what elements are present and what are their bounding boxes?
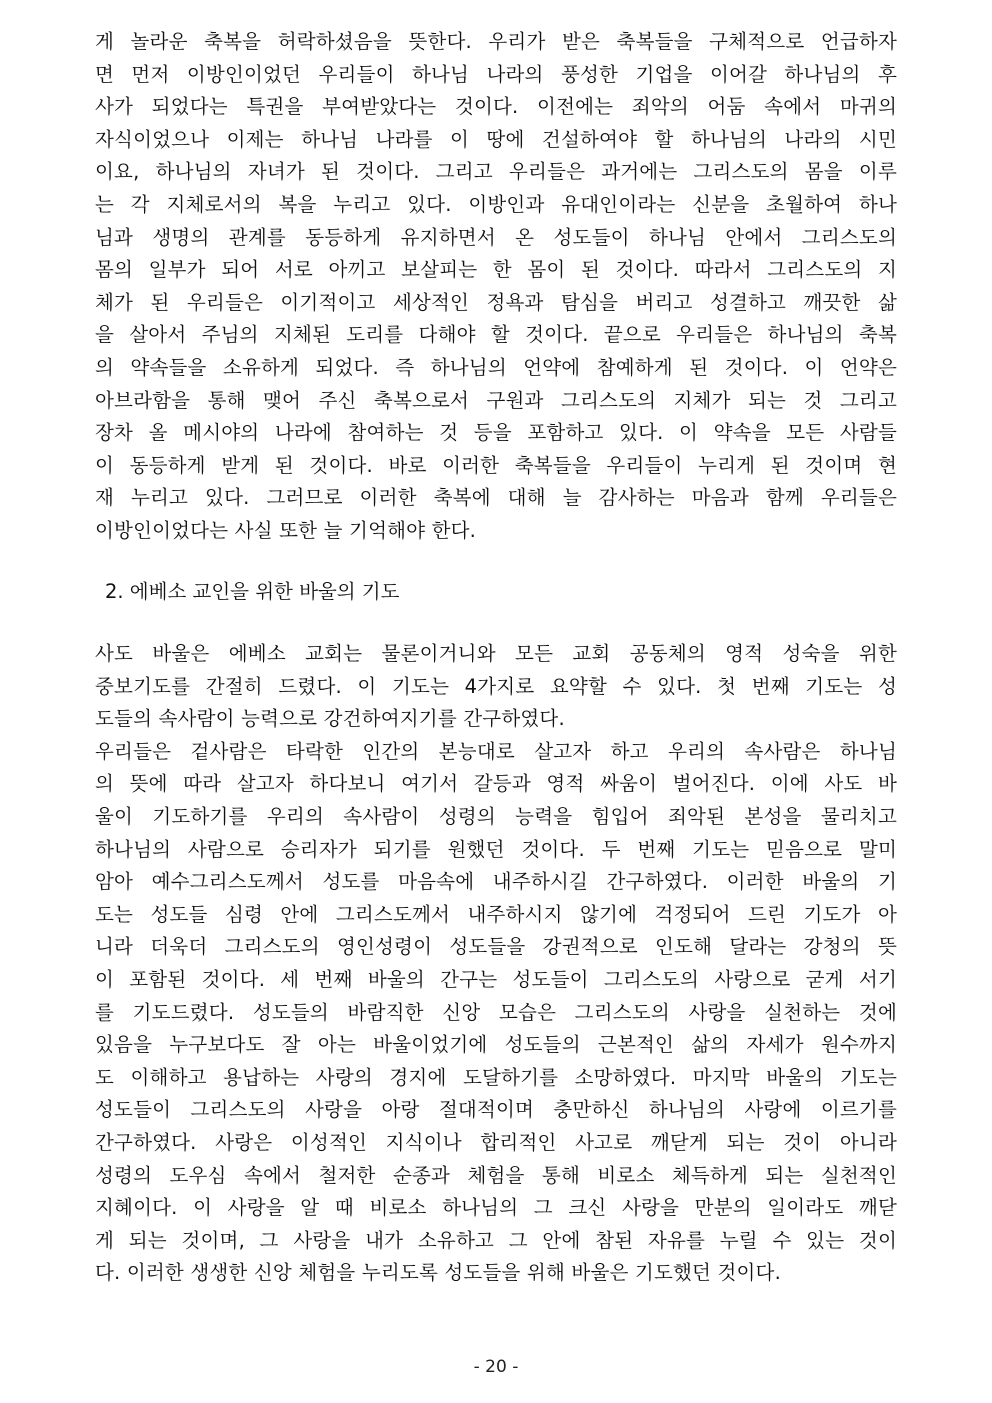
text-line: 는 각 지체로서의 복을 누리고 있다. 이방인과 유대인이라는 신분을 초월하여 하나 (95, 192, 897, 216)
text-line: 도들의 속사람이 능력으로 강건하여지기를 간구하였다. (95, 707, 565, 731)
text-line: 이 동등하게 받게 된 것이다. 바로 이러한 축복들을 우리들이 누리게 된 것이며 현 (95, 453, 897, 477)
text-line: 재 누리고 있다. 그러므로 이러한 축복에 대해 늘 감사하는 마음과 함께 우리들은 (95, 486, 897, 510)
text-line: 있음을 누구보다도 잘 아는 바울이었기에 성도들의 근본적인 삶의 자세가 원수까지 (95, 1033, 897, 1057)
paragraph-blessings (95, 26, 897, 548)
text-line: 울이 기도하기를 우리의 속사람이 성령의 능력을 힘입어 죄악된 본성을 물리치고 (95, 805, 897, 829)
text-line: 지혜이다. 이 사랑을 알 때 비로소 하나님의 그 크신 사랑을 만분의 일이라도 깨닫 (95, 1196, 897, 1220)
text-line: 을 살아서 주님의 지체된 도리를 다해야 할 것이다. 끝으로 우리들은 하나님의 축복 (95, 323, 897, 347)
text-line: 이방인이었다는 사실 또한 늘 기억해야 한다. (95, 518, 477, 542)
text-line: 이요, 하나님의 자녀가 된 것이다. 그리고 우리들은 과거에는 그리스도의 몸을 이루 (95, 160, 897, 184)
text-line: 성도들이 그리스도의 사랑을 아랑 절대적이며 충만하신 하나님의 사랑에 이르기를 (95, 1098, 897, 1122)
paragraph-prayer-intro (95, 638, 897, 736)
text-line: 의 뜻에 따라 살고자 하다보니 여기서 갈등과 영적 싸움이 벌어진다. 이에 사도 바 (95, 772, 897, 796)
text-line: 를 기도드렸다. 성도들의 바람직한 신앙 모습은 그리스도의 사랑을 실천하는 것에 (95, 1000, 897, 1024)
text-line: 다. 이러한 생생한 신앙 체험을 누리도록 성도들을 위해 바울은 기도했던 것이다. (95, 1261, 781, 1285)
text-line: 간구하였다. 사랑은 이성적인 지식이나 합리적인 사고로 깨닫게 되는 것이 아니라 (95, 1131, 897, 1154)
text-line: 사도 바울은 에베소 교회는 물론이거니와 모든 교회 공동체의 영적 성숙을 위한 (95, 642, 897, 666)
text-line: 님과 생명의 관계를 동등하게 유지하면서 온 성도들이 하나님 안에서 그리스도의 (95, 225, 897, 249)
text-line: 게 놀라운 축복을 허락하셨음을 뜻한다. 우리가 받은 축복들을 구체적으로 언급하자 (95, 30, 897, 53)
text-line: 도 이해하고 용납하는 사랑의 경지에 도달하기를 소망하였다. 마지막 바울의 기도는 (95, 1065, 897, 1089)
text-line: 몸의 일부가 되어 서로 아끼고 보살피는 한 몸이 된 것이다. 따라서 그리스도의 지 (95, 258, 897, 282)
section-heading: 2. 에베소 교인을 위한 바울의 기도 (105, 579, 400, 603)
paragraph-prayer-details (95, 736, 897, 1290)
page-number: - 20 - (473, 1357, 519, 1377)
text-line: 체가 된 우리들은 이기적이고 세상적인 정욕과 탐심을 버리고 성결하고 깨끗한 삶 (95, 290, 897, 314)
text-line: 이 포함된 것이다. 세 번째 바울의 간구는 성도들이 그리스도의 사랑으로 굳게 서기 (95, 968, 897, 992)
text-line: 의 약속들을 소유하게 되었다. 즉 하나님의 언약에 참예하게 된 것이다. 이 언약은 (95, 355, 897, 379)
text-line: 면 먼저 이방인이었던 우리들이 하나님 나라의 풍성한 기업을 이어갈 하나님의 후 (95, 62, 897, 86)
text-line: 니라 더욱더 그리스도의 영인성령이 성도들을 강권적으로 인도해 달라는 강청의 뜻 (95, 935, 897, 959)
document-body (95, 26, 897, 1290)
text-line: 성령의 도우심 속에서 철저한 순종과 체험을 통해 비로소 체득하게 되는 실천적인 (95, 1163, 897, 1187)
text-line: 하나님의 사람으로 승리자가 되기를 원했던 것이다. 두 번째 기도는 믿음으로 말미 (95, 837, 897, 861)
text-line: 우리들은 겉사람은 타락한 인간의 본능대로 살고자 하고 우리의 속사람은 하나님 (95, 739, 897, 763)
text-line: 아브라함을 통해 맺어 주신 축복으로서 구원과 그리스도의 지체가 되는 것 그리고 (95, 388, 897, 412)
text-line: 장차 올 메시야의 나라에 참여하는 것 등을 포함하고 있다. 이 약속을 모든 사람들 (95, 421, 897, 445)
text-line: 사가 되었다는 특권을 부여받았다는 것이다. 이전에는 죄악의 어둠 속에서 마귀의 (95, 95, 897, 119)
text-line: 도는 성도들 심령 안에 그리스도께서 내주하시지 않기에 걱정되어 드린 기도가 아 (95, 902, 897, 926)
text-line: 중보기도를 간절히 드렸다. 이 기도는 4가지로 요약할 수 있다. 첫 번째 기도는 성 (95, 674, 897, 698)
text-line: 게 되는 것이며, 그 사랑을 내가 소유하고 그 안에 참된 자유를 누릴 수 있는 것이 (95, 1228, 897, 1252)
text-line: 자식이었으나 이제는 하나님 나라를 이 땅에 건설하여야 할 하나님의 나라의 시민 (95, 127, 897, 151)
text-line: 암아 예수그리스도께서 성도를 마음속에 내주하시길 간구하였다. 이러한 바울의 기 (95, 870, 897, 894)
